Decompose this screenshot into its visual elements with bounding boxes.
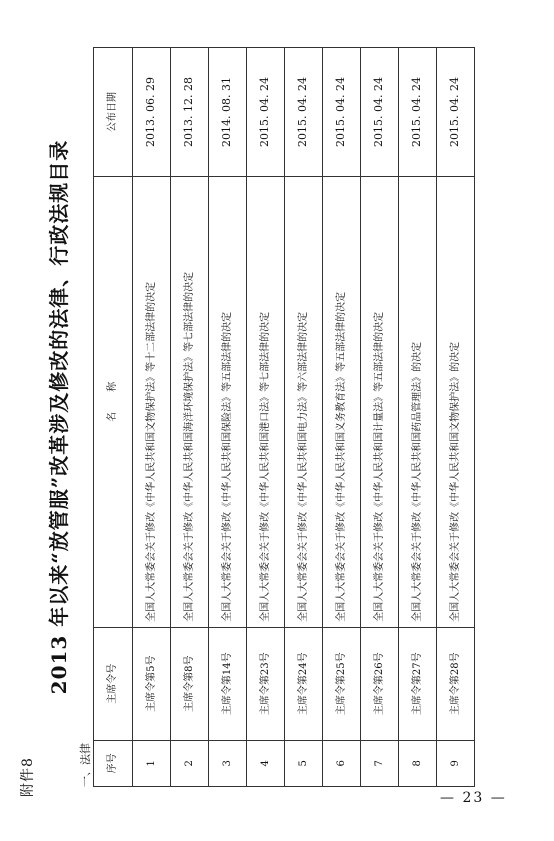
cell-name: 全国人大常委会关于修改《中华人民共和国义务教育法》等五部法律的决定 <box>323 176 361 627</box>
rotated-content <box>17 37 537 797</box>
cell-no: 7 <box>361 740 399 786</box>
table-row <box>323 48 361 787</box>
cell-name: 全国人大常委会关于修改《中华人民共和国海洋环境保护法》等七部法律的决定 <box>171 176 209 627</box>
table-row <box>171 48 209 787</box>
cell-order: 主席令第24号 <box>285 627 323 740</box>
cell-name: 全国人大常委会关于修改《中华人民共和国药品管理法》的决定 <box>399 176 437 627</box>
cell-date: 2015. 04. 24 <box>323 48 361 177</box>
cell-no: 8 <box>399 740 437 786</box>
cell-order: 主席令第23号 <box>247 627 285 740</box>
cell-name: 全国人大常委会关于修改《中华人民共和国文物保护法》等十二部法律的决定 <box>133 176 171 627</box>
cell-no: 3 <box>209 740 247 786</box>
cell-date: 2015. 04. 24 <box>361 48 399 177</box>
page-title: 2013 年以来“放管服”改革涉及修改的法律、行政法规目录 <box>47 139 71 695</box>
table-row <box>209 48 247 787</box>
header-name: 名 称 <box>94 176 133 627</box>
table-row <box>133 48 171 787</box>
cell-order: 主席令第26号 <box>361 627 399 740</box>
cell-order: 主席令第25号 <box>323 627 361 740</box>
header-date: 公布日期 <box>94 48 133 177</box>
cell-date: 2015. 04. 24 <box>285 48 323 177</box>
cell-no: 1 <box>133 740 171 786</box>
attachment-label: 附件8 <box>20 757 36 797</box>
cell-order: 主席令第14号 <box>209 627 247 740</box>
table-header-row <box>94 48 133 787</box>
table-row <box>399 48 437 787</box>
cell-date: 2015. 04. 24 <box>399 48 437 177</box>
cell-name: 全国人大常委会关于修改《中华人民共和国保险法》等五部法律的决定 <box>209 176 247 627</box>
cell-date: 2015. 04. 24 <box>437 48 475 177</box>
header-no: 序号 <box>94 740 133 786</box>
cell-date: 2014. 08. 31 <box>209 48 247 177</box>
table-row <box>361 48 399 787</box>
cell-order: 主席令第27号 <box>399 627 437 740</box>
cell-no: 4 <box>247 740 285 786</box>
table-row <box>437 48 475 787</box>
cell-date: 2015. 04. 24 <box>247 48 285 177</box>
cell-date: 2013. 06. 29 <box>133 48 171 177</box>
cell-name: 全国人大常委会关于修改《中华人民共和国电力法》等六部法律的决定 <box>285 176 323 627</box>
table-row <box>285 48 323 787</box>
cell-no: 9 <box>437 740 475 786</box>
section-heading: 一、法律 <box>79 743 92 787</box>
cell-no: 2 <box>171 740 209 786</box>
cell-name: 全国人大常委会关于修改《中华人民共和国文物保护法》的决定 <box>437 176 475 627</box>
cell-order: 主席令第8号 <box>171 627 209 740</box>
table-row <box>247 48 285 787</box>
cell-order: 主席令第5号 <box>133 627 171 740</box>
laws-table <box>93 47 475 787</box>
cell-name: 全国人大常委会关于修改《中华人民共和国港口法》等七部法律的决定 <box>247 176 285 627</box>
cell-no: 6 <box>323 740 361 786</box>
page-number: — 23 — <box>440 790 507 806</box>
cell-date: 2013. 12. 28 <box>171 48 209 177</box>
cell-no: 5 <box>285 740 323 786</box>
cell-order: 主席令第28号 <box>437 627 475 740</box>
cell-name: 全国人大常委会关于修改《中华人民共和国计量法》等五部法律的决定 <box>361 176 399 627</box>
header-order: 主席令号 <box>94 627 133 740</box>
